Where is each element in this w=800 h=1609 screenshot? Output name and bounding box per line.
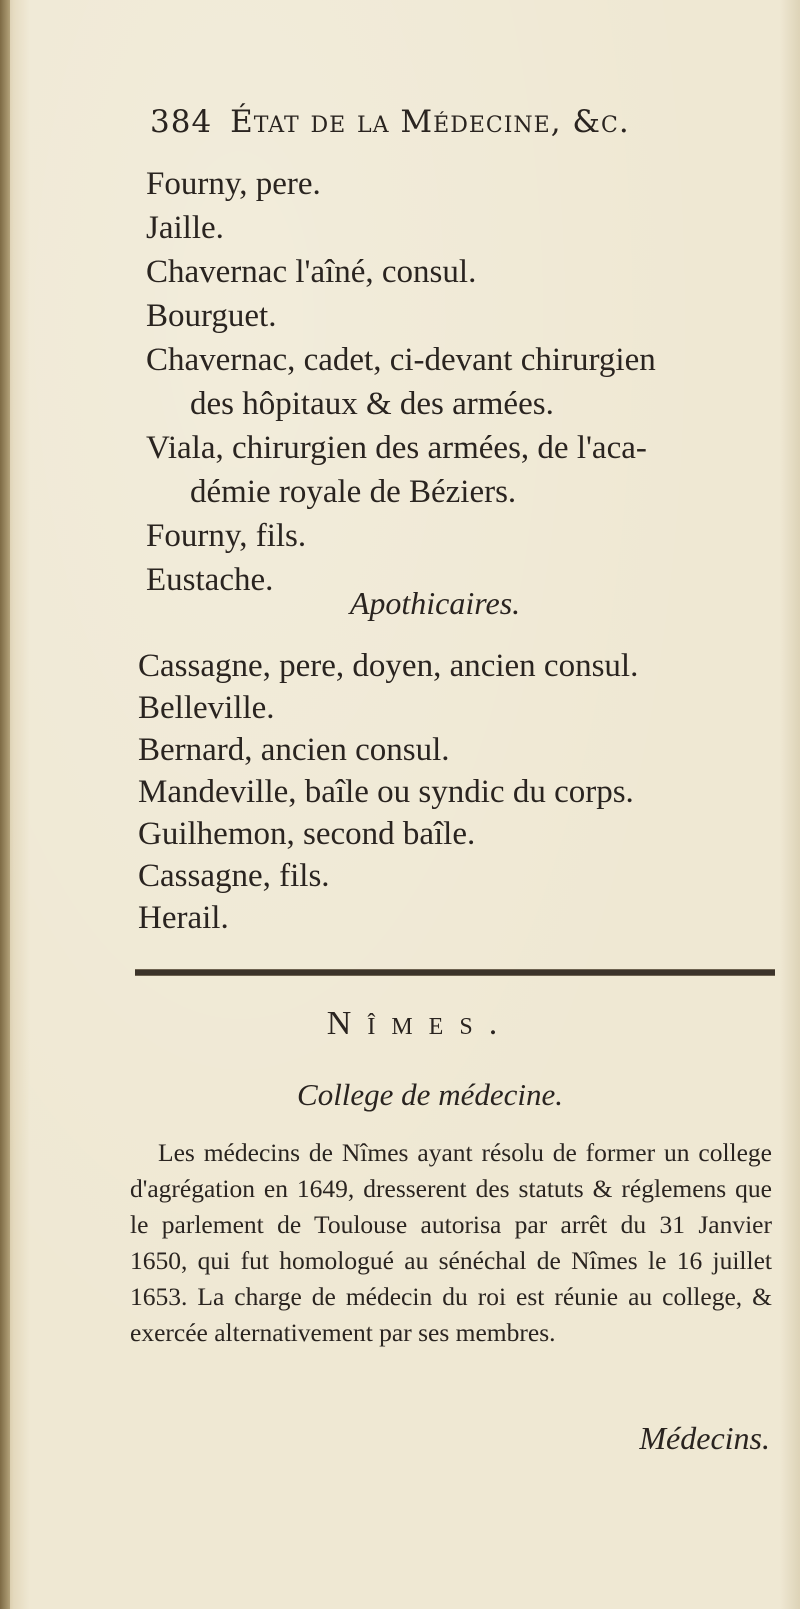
list-item: Bernard, ancien consul. — [138, 732, 450, 768]
list-item: Guilhemon, second baîle. — [138, 816, 476, 852]
surgeon-list — [146, 162, 786, 602]
running-header — [150, 104, 770, 140]
apothecaries-heading: Apothicaires. — [349, 585, 521, 621]
list-item: Fourny, fils. — [146, 518, 307, 554]
list-item: Cassagne, fils. — [138, 858, 330, 894]
list-item: Bourguet. — [146, 298, 277, 334]
college-heading: College de médecine. — [297, 1077, 563, 1112]
list-item: Cassagne, pere, doyen, ancien consul. — [138, 648, 639, 684]
list-item: Jaille. — [146, 210, 224, 246]
section-divider — [135, 969, 775, 976]
apothecaries-list — [138, 645, 788, 939]
page-binding-edge — [0, 0, 10, 1609]
college-paragraph: Les médecins de Nîmes ayant résolu de former un college d'agrégation en 1649, dresserent des statuts & réglemens que le parlement de Toulouse autorisa par arrêt du 31 Janvier 1650, qui fut homologué au sénéchal de Nîmes le 16 juillet 1653. La charge de médecin du roi est réunie au college, & exercée alternativement par ses membres. — [130, 1138, 772, 1347]
list-item: Belleville. — [138, 690, 275, 726]
list-item: Chavernac, cadet, ci-devant chirurgien — [146, 342, 656, 378]
list-item-continuation: des hôpitaux & des armées. — [190, 386, 554, 422]
city-heading: Nîmes. — [326, 1005, 514, 1042]
list-item: Eustache. — [146, 562, 274, 598]
list-item: Fourny, pere. — [146, 166, 321, 202]
page-number: 384 — [150, 104, 213, 140]
running-title: État de la Médecine, &c. — [230, 104, 630, 140]
list-item: Herail. — [138, 900, 229, 936]
list-item-continuation: démie royale de Béziers. — [190, 474, 517, 510]
list-item: Viala, chirurgien des armées, de l'aca- — [146, 430, 647, 466]
list-item: Chavernac l'aîné, consul. — [146, 254, 477, 290]
list-item: Mandeville, baîle ou syndic du corps. — [138, 774, 634, 810]
catchword: Médecins. — [639, 1420, 770, 1456]
